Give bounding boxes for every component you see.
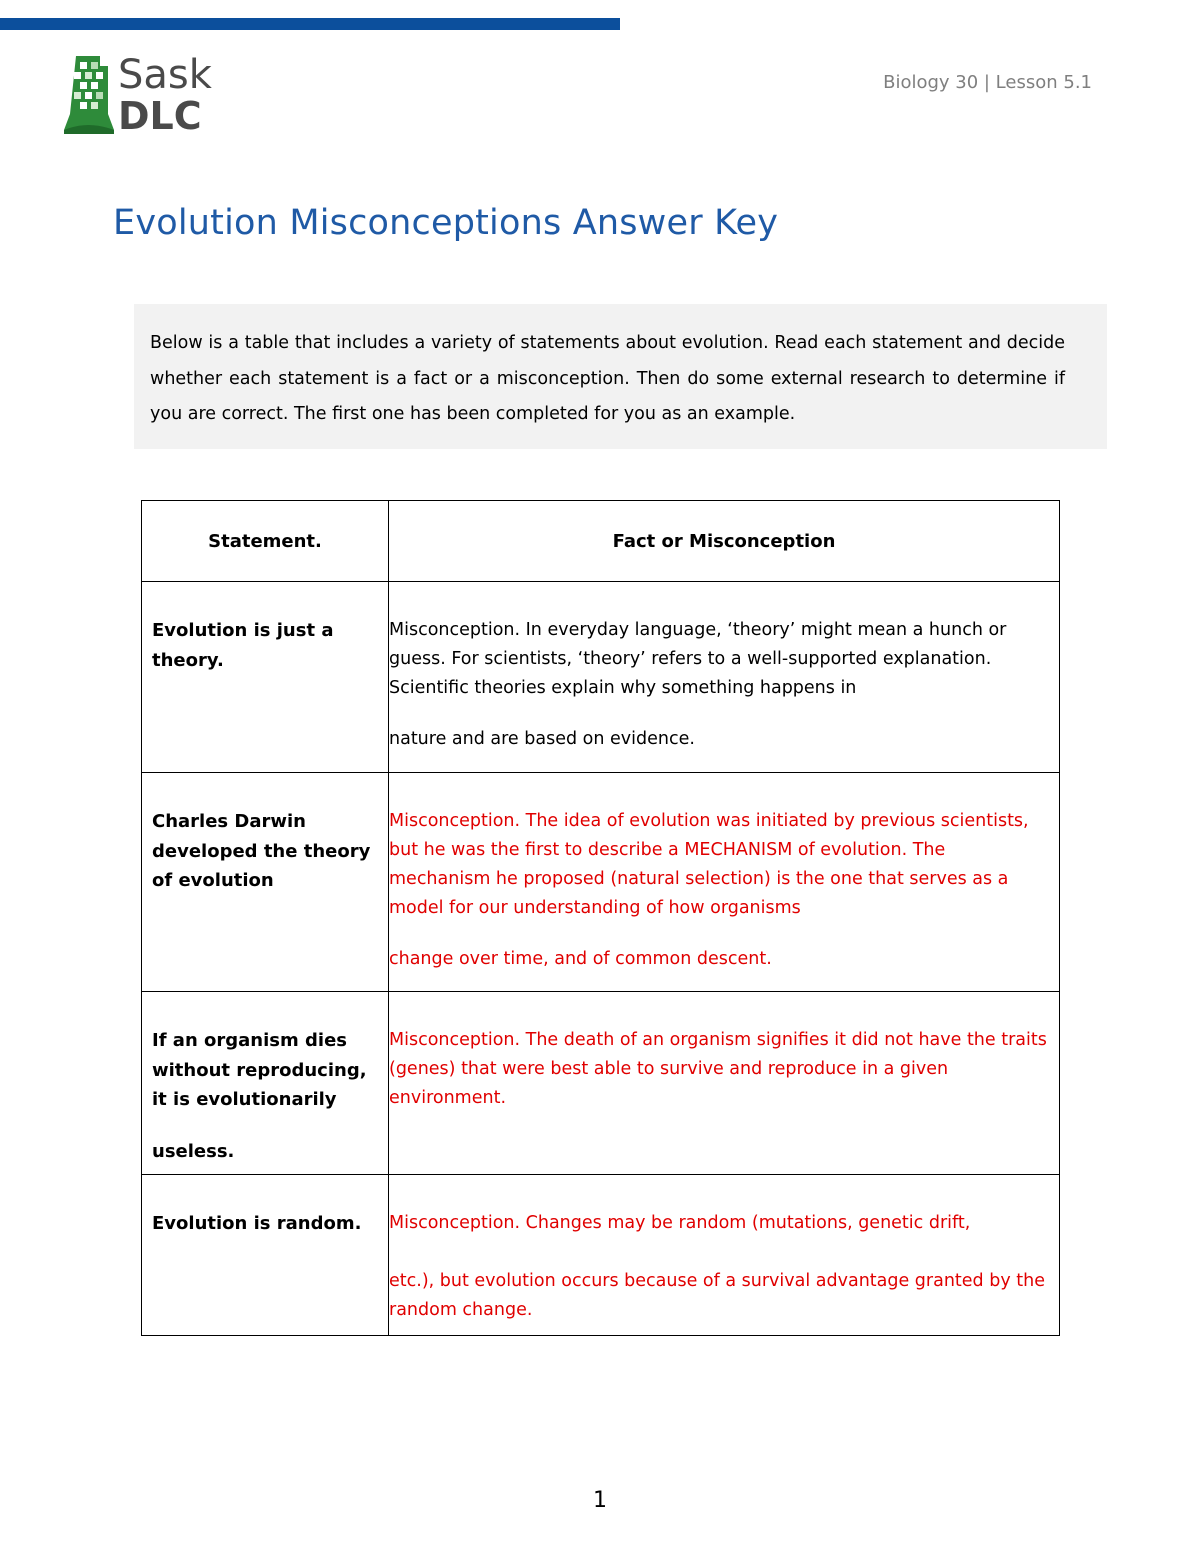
answer-text: Misconception. Changes may be random (mutations, genetic drift,: [389, 1213, 971, 1233]
answer-text: nature and are based on evidence.: [389, 729, 695, 749]
statement-text: If an organism dies without reproducing, it is evolutionarily: [152, 1030, 367, 1110]
statement-cell: [142, 582, 389, 773]
table-row: [142, 582, 1060, 773]
answer-cell: [389, 1175, 1060, 1336]
statement-cell: [142, 773, 389, 992]
answer-cell: [389, 773, 1060, 992]
saskdlc-logo-icon: [60, 52, 118, 136]
answer-text: etc.), but evolution occurs because of a survival advantage granted by the random change.: [389, 1271, 1045, 1320]
column-header-statement: Statement.: [142, 501, 389, 582]
statement-cell: [142, 992, 389, 1175]
instructions-box: [134, 304, 1107, 449]
table-row: [142, 992, 1060, 1175]
misconceptions-table: [141, 500, 1060, 1336]
column-header-fact-or-misconception: Fact or Misconception: [389, 501, 1060, 582]
page-number: 1: [593, 1488, 607, 1513]
statement-text: Evolution is random.: [152, 1213, 362, 1234]
answer-text: Misconception. In everyday language, ‘theory’ might mean a hunch or guess. For scientists, ‘theory’ refers to a well-supported explanation. Scientific theories explain why something happens in: [389, 620, 1007, 698]
statement-text: Charles Darwin developed the theory of evolution: [152, 811, 371, 891]
table-header-row: [142, 501, 1060, 582]
answer-text: Misconception. The idea of evolution was initiated by previous scientists, but he was the first to describe a MECHANISM of evolution. The mechanism he proposed (natural selection) is the one that serves as a model for our understanding of how organisms: [389, 811, 1029, 918]
answer-text: change over time, and of common descent.: [389, 949, 772, 969]
statement-cell: [142, 1175, 389, 1336]
page-title: Evolution Misconceptions Answer Key: [113, 203, 779, 243]
top-accent-bar: [0, 18, 620, 30]
statement-text: Evolution is just a theory.: [152, 620, 334, 671]
instructions-text: Below is a table that includes a variety of statements about evolution. Read each statement and decide whether each statement is a fact or a misconception. Then do some external research to determine if you are correct. The first one has been completed for you as an example.: [150, 333, 1065, 424]
answer-cell: [389, 992, 1060, 1175]
logo-text-dlc: DLC: [118, 94, 202, 138]
course-lesson-label: Biology 30 | Lesson 5.1: [883, 72, 1092, 93]
statement-text: useless.: [152, 1140, 235, 1162]
answer-text: Misconception. The death of an organism signifies it did not have the traits (genes) that were best able to survive and reproduce in a given environment.: [389, 1030, 1047, 1108]
logo-text-sask: Sask: [118, 52, 212, 98]
table-row: [142, 773, 1060, 992]
table-row: [142, 1175, 1060, 1336]
answer-cell: [389, 582, 1060, 773]
saskdlc-logo: [60, 52, 230, 142]
